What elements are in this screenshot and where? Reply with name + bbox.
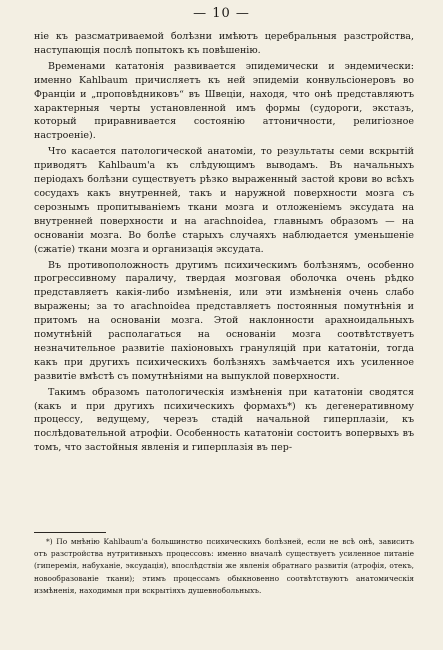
paragraph-epidemic: Временами кататонія развивается эпидемически и эндемически: именно Kahlbaum причисляетъ къ ней эпидеміи конвульсіонеровъ во Франціи и „проповѣдниковъ“ въ Швеціи, находя, что онѣ представляютъ характерныя черты установленной имъ формы (судороги, экстазъ, который приравнивается состоянію аттоничности, религіозное настроеніе).: [34, 60, 414, 142]
main-text: [34, 30, 414, 455]
paragraph-summary: Такимъ образомъ патологическія измѣненія при кататоніи сводятся (какъ и при другихъ психическихъ формахъ*) къ дегенеративному процессу, ведущему, черезъ стадій начальной гиперплазіи, къ послѣдовательной атрофіи. Особенность кататоніи состоитъ вопервыхъ въ томъ, что застойныя явленія и гиперплазія въ пер-: [34, 386, 414, 454]
page-number-header: — 10 —: [193, 6, 250, 21]
paragraph-anatomy: Что касается патологической анатоміи, то результаты семи вскрытій приводятъ Kahlbaum'а къ слѣдующимъ выводамъ. Въ начальныхъ періодахъ болѣзни существуетъ рѣзко выраженный застой крови во всѣхъ сосудахъ какъ внутренней, такъ и наружной поверхности мозга съ серознымъ пропитываніемъ ткани мозга и отложеніемъ эксудата на внутренней поверхности и на arachnoidea, главнымъ образомъ — на основаніи мозга. Во болѣе старыхъ случаяхъ наблюдается уменьшеніе (сжатіе) ткани мозга и организація эксудата.: [34, 146, 414, 255]
footnote: *) По мнѣнію Kahlbaum'а большинство психическихъ болѣзней, если не всѣ онѣ, зависитъ отъ разстройства нутритивныхъ процессовъ: именно вначалѣ существуетъ усиленное питаніе (гиперемія, набуханіе, эксудація), впослѣдствіи же явленія обратнаго развитія (атрофія, отекъ, новообразованіе ткани); этимъ процессамъ обыкновенно соотвѣтствуютъ анатомическія измѣненія, находимыя при вскрытіяхъ душевнобольныхъ.: [34, 537, 414, 595]
paragraph-continuation: ніе къ разсматриваемой болѣзни имѣютъ церебральныя разстройства, наступающія послѣ попытокъ къ повѣшенію.: [34, 31, 414, 56]
paragraph-contrast: Въ противоположность другимъ психическимъ болѣзнямъ, особенно прогрессивному параличу, твердая мозговая оболочка очень рѣдко представляетъ какія-либо измѣненія, или эти измѣненія очень слабо выражены; за то arachnoidea представляетъ постоянныя помутнѣнія и притомъ на основаніи мозга. Этой наклонности арахноидальныхъ помутнѣній располагаться на основаніи мозга соотвѣтствуетъ незначительное развитіе пахіоновыхъ грануляцій при кататоніи, тогда какъ при другихъ психическихъ болѣзняхъ замѣчается ихъ усиленное развитіе вмѣстѣ съ помутнѣніями на выпуклой поверхности.: [34, 259, 414, 382]
footnote-divider: [34, 532, 106, 533]
